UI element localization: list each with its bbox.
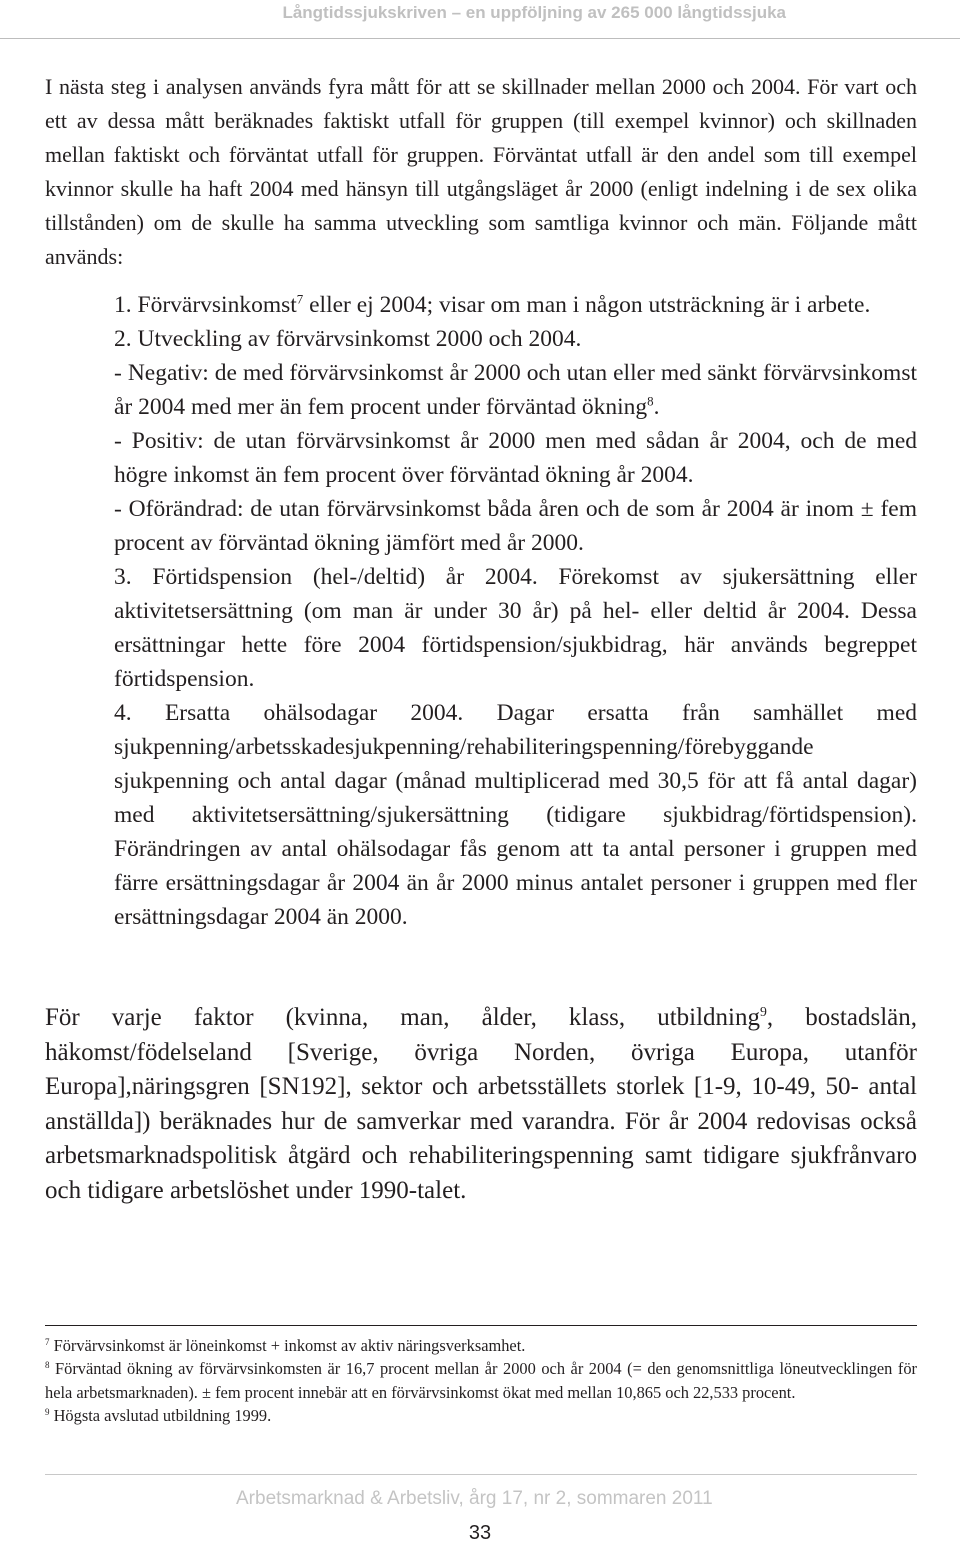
measure-2-unchanged: - Oförändrad: de utan förvärvsinkomst båda åren och de som år 2004 är inom ± fem procent av förväntad ökning jämfört med år 2000. <box>114 496 917 556</box>
footnote-8-number: 8 <box>45 1360 50 1371</box>
footnote-8-text: Förväntad ökning av förvärvsinkomsten är 16,7 procent mellan år 2000 och år 2004 (= den genomsnittliga löneutvecklingen för hela arbetsmarknaden). ± fem procent innebär att en förvärvsinkomst ökat med mellan 10,865 och 22,533 procent. <box>45 1359 917 1402</box>
running-title: Långtidssjukskriven – en uppföljning av 265 000 långtidssjuka <box>282 3 786 22</box>
footnotes <box>45 1334 917 1427</box>
footnote-8 <box>45 1357 917 1404</box>
closing-paragraph <box>45 1001 917 1208</box>
footnote-9-text: Högsta avslutad utbildning 1999. <box>49 1405 272 1425</box>
page-number: 33 <box>468 1522 492 1544</box>
running-header <box>0 0 960 39</box>
footnote-divider <box>45 1325 917 1326</box>
measure-1 <box>114 288 917 322</box>
footnote-7 <box>45 1334 917 1357</box>
measures-list <box>114 288 917 934</box>
footnote-9 <box>45 1404 917 1427</box>
closing-text-before: För varje faktor (kvinna, man, ålder, klass, utbildning <box>45 1004 761 1031</box>
journal-citation: Arbetsmarknad & Arbetsliv, årg 17, nr 2, sommaren 2011 <box>236 1488 713 1509</box>
measure-1-text: 1. Förvärvsinkomst <box>114 292 297 318</box>
measure-2: 2. Utveckling av förvärvsinkomst 2000 och 2004. <box>114 326 582 352</box>
footer-divider <box>45 1474 917 1475</box>
measure-2-negative <box>114 356 917 424</box>
negative-text: - Negativ: de med förvärvsinkomst år 2000 och utan eller med sänkt förvärvsinkomst år 2004 med mer än fem procent under förväntad ökning <box>114 360 917 420</box>
measure-1-rest: eller ej 2004; visar om man i någon utsträckning är i arbete. <box>303 292 871 318</box>
measure-2-positive: - Positiv: de utan förvärvsinkomst år 2000 men med sådan år 2004, och de med högre inkomst än fem procent över förväntad ökning år 2004. <box>114 428 917 488</box>
footnote-ref-9: 9 <box>760 1004 767 1020</box>
measure-3: 3. Förtidspension (hel-/deltid) år 2004. Förekomst av sjukersättning eller aktivitetsersättning (om man är under 30 år) på hel- eller deltid år 2004. Dessa ersättningar hette före 2004 förtidspension/sjukbidrag, här används begreppet förtidspension. <box>114 564 917 692</box>
footnote-ref-8: 8 <box>647 393 654 409</box>
footnote-ref-7: 7 <box>296 291 304 307</box>
footnote-7-number: 7 <box>45 1337 50 1348</box>
footnote-9-number: 9 <box>45 1407 50 1418</box>
footnote-7-text: Förvärvsinkomst är löneinkomst + inkomst av aktiv näringsverksamhet. <box>49 1336 526 1355</box>
intro-paragraph: I nästa steg i analysen används fyra mått för att se skillnader mellan 2000 och 2004. För vart och ett av dessa mått beräknades faktiskt utfall för gruppen (till exempel kvinnor) och skillnaden mellan faktiskt och förväntat utfall för gruppen. Förväntat utfall är den andel som till exempel kvinnor skulle ha haft 2004 med hänsyn till utgångsläget år 2000 (enligt indelning i de sex olika tillstånden) om de skulle ha samma utveckling som samtliga kvinnor och män. Följande mått används: <box>45 74 917 269</box>
measure-4: 4. Ersatta ohälsodagar 2004. Dagar ersatta från samhället med sjukpenning/arbetsskadesjukpenning/rehabiliteringspenning/förebyggande sjukpenning och antal dagar (månad multiplicerad med 30,5 för att få antal dagar) med aktivitetsersättning/sjukersättning (tidigare sjukbidrag/förtidspension). Förändringen av antal ohälsodagar fås genom att ta antal personer i gruppen med färre ersättningsdagar år 2004 än år 2000 minus antalet personer i gruppen med fler ersättningsdagar 2004 än 2000. <box>114 700 917 930</box>
closing-text-after: , bostadslän, häkomst/födelseland [Sverige, övriga Norden, övriga Europa, utanför Europa],näringsgren [SN192], sektor och arbetsställets storlek [1-9, 10-49, 50- antal anställda]) beräknades hur de samverkar med varandra. För år 2004 redovisas också arbetsmarknadspolitisk åtgärd och rehabiliteringspenning samt tidigare sjukfrånvaro och tidigare arbetslöshet under 1990-talet. <box>45 1004 917 1204</box>
negative-end: . <box>653 394 660 420</box>
